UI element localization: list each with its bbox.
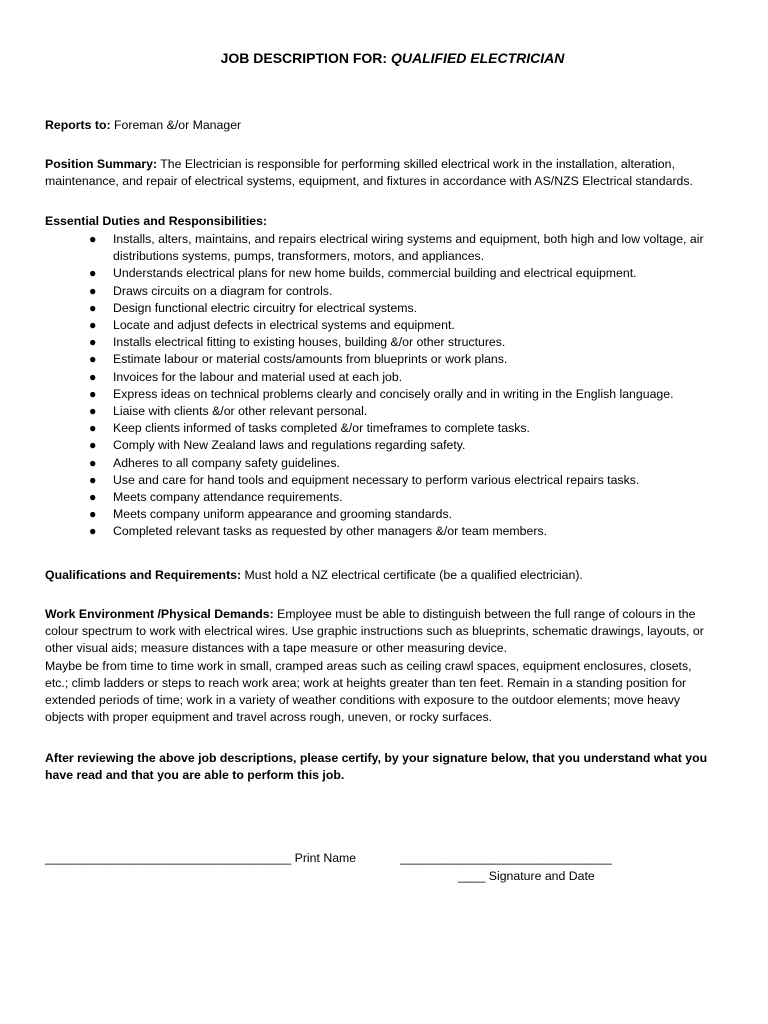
list-item: [45, 472, 717, 489]
bullet-icon: ●: [89, 283, 97, 298]
list-item: [45, 334, 717, 351]
work-environment: [45, 606, 717, 726]
bullet-icon: ●: [89, 438, 97, 453]
bullet-icon: ●: [89, 266, 97, 281]
signature-date-line: ____ Signature and Date: [458, 869, 595, 883]
list-item: [45, 300, 717, 317]
list-item-text: Adheres to all company safety guidelines.: [113, 455, 340, 470]
list-item: [45, 489, 717, 506]
bullet-icon: ●: [89, 369, 97, 384]
certification-statement: After reviewing the above job descriptions, please certify, by your signature below, that you understand what you have read and that you are able to perform this job.: [45, 751, 708, 783]
duties-list: [45, 231, 717, 541]
bullet-icon: ●: [89, 335, 97, 350]
list-item: [45, 455, 717, 472]
bullet-icon: ●: [89, 318, 97, 333]
position-summary-value: The Electrician is responsible for performing skilled electrical work in the installation, alteration, maintenance, and repair of electrical systems, equipment, and fixtures in accordance with AS/NZS Electrical standards.: [45, 157, 693, 189]
print-name-line: ____________________________________ Print Name: [45, 851, 357, 865]
bullet-icon: ●: [89, 490, 97, 505]
list-item-text: Keep clients informed of tasks completed &/or timeframes to complete tasks.: [113, 421, 530, 436]
reports-to-label: Reports to:: [45, 118, 111, 132]
bullet-icon: ●: [89, 524, 97, 539]
position-summary: [45, 156, 717, 190]
list-item-text: Meets company uniform appearance and grooming standards.: [113, 507, 453, 522]
bullet-icon: ●: [89, 352, 97, 367]
signature-block: [45, 850, 725, 890]
list-item: [45, 351, 717, 368]
work-environment-label: Work Environment /Physical Demands:: [45, 607, 274, 621]
list-item-text: Comply with New Zealand laws and regulations regarding safety.: [113, 438, 466, 453]
title-prefix: JOB DESCRIPTION FOR:: [220, 50, 391, 66]
list-item-text: Design functional electric circuitry for electrical systems.: [113, 300, 418, 315]
list-item-text: Use and care for hand tools and equipment necessary to perform various electrical repairs tasks.: [113, 472, 640, 487]
list-item-text: Express ideas on technical problems clearly and concisely orally and in writing in the English language.: [113, 386, 674, 401]
list-item-text: Liaise with clients &/or other relevant personal.: [113, 404, 368, 419]
list-item: [45, 283, 717, 300]
list-item: [45, 420, 717, 437]
bullet-icon: ●: [89, 421, 97, 436]
work-environment-value: Employee must be able to distinguish between the full range of colours in the colour spectrum to work with electrical wires. Use graphic instructions such as blueprints, schematic drawings, layouts, or other visual aids; measure distances with a tape measure or other measuring device.: [45, 607, 704, 656]
list-item-text: Draws circuits on a diagram for controls.: [113, 283, 333, 298]
bullet-icon: ●: [89, 472, 97, 487]
list-item-text: Installs electrical fitting to existing houses, building &/or other structures.: [113, 335, 506, 350]
title-role: QUALIFIED ELECTRICIAN: [390, 50, 565, 66]
position-summary-label: Position Summary:: [45, 157, 158, 171]
list-item: [45, 506, 717, 523]
list-item: [45, 523, 717, 540]
qualifications: [45, 567, 717, 584]
list-item-text: Installs, alters, maintains, and repairs electrical wiring systems and equipment, both high and low voltage, air distributions systems, pumps, transformers, motors, and appliances.: [113, 232, 704, 264]
list-item: [45, 265, 717, 282]
bullet-icon: ●: [89, 386, 97, 401]
list-item-text: Understands electrical plans for new home builds, commercial building and electrical equipment.: [113, 266, 637, 281]
list-item: [45, 403, 717, 420]
list-item-text: Invoices for the labour and material used at each job.: [113, 369, 403, 384]
list-item: [45, 317, 717, 334]
qualifications-value: Must hold a NZ electrical certificate (be a qualified electrician).: [241, 568, 583, 582]
bullet-icon: ●: [89, 455, 97, 470]
list-item-text: Locate and adjust defects in electrical systems and equipment.: [113, 318, 455, 333]
bullet-icon: ●: [89, 232, 97, 246]
list-item: [45, 386, 717, 403]
list-item: [45, 437, 717, 454]
list-item-text: Meets company attendance requirements.: [113, 490, 343, 505]
work-environment-value-2: Maybe be from time to time work in small, cramped areas such as ceiling crawl spaces, equipment enclosures, closets, etc.; climb ladders or steps to reach work area; work at heights greater than ten feet. Remain in a standing position for extended periods of time; work in a variety of weather conditions with exposure to the outdoor elements; move heavy objects with proper equipment and travel across rough, uneven, or rocky surfaces.: [45, 658, 692, 725]
list-item-text: Estimate labour or material costs/amounts from blueprints or work plans.: [113, 352, 508, 367]
duties-heading: Essential Duties and Responsibilities:: [45, 214, 268, 228]
list-item-text: Completed relevant tasks as requested by other managers &/or team members.: [113, 524, 548, 539]
bullet-icon: ●: [89, 404, 97, 419]
bullet-icon: ●: [89, 300, 97, 315]
list-item: [45, 231, 717, 265]
reports-to: [45, 117, 717, 134]
bullet-icon: ●: [89, 507, 97, 522]
document-title: [45, 49, 725, 67]
signature-line: _______________________________: [400, 851, 613, 865]
qualifications-label: Qualifications and Requirements:: [45, 568, 242, 582]
list-item: [45, 369, 717, 386]
reports-to-value: Foreman &/or Manager: [110, 118, 242, 132]
